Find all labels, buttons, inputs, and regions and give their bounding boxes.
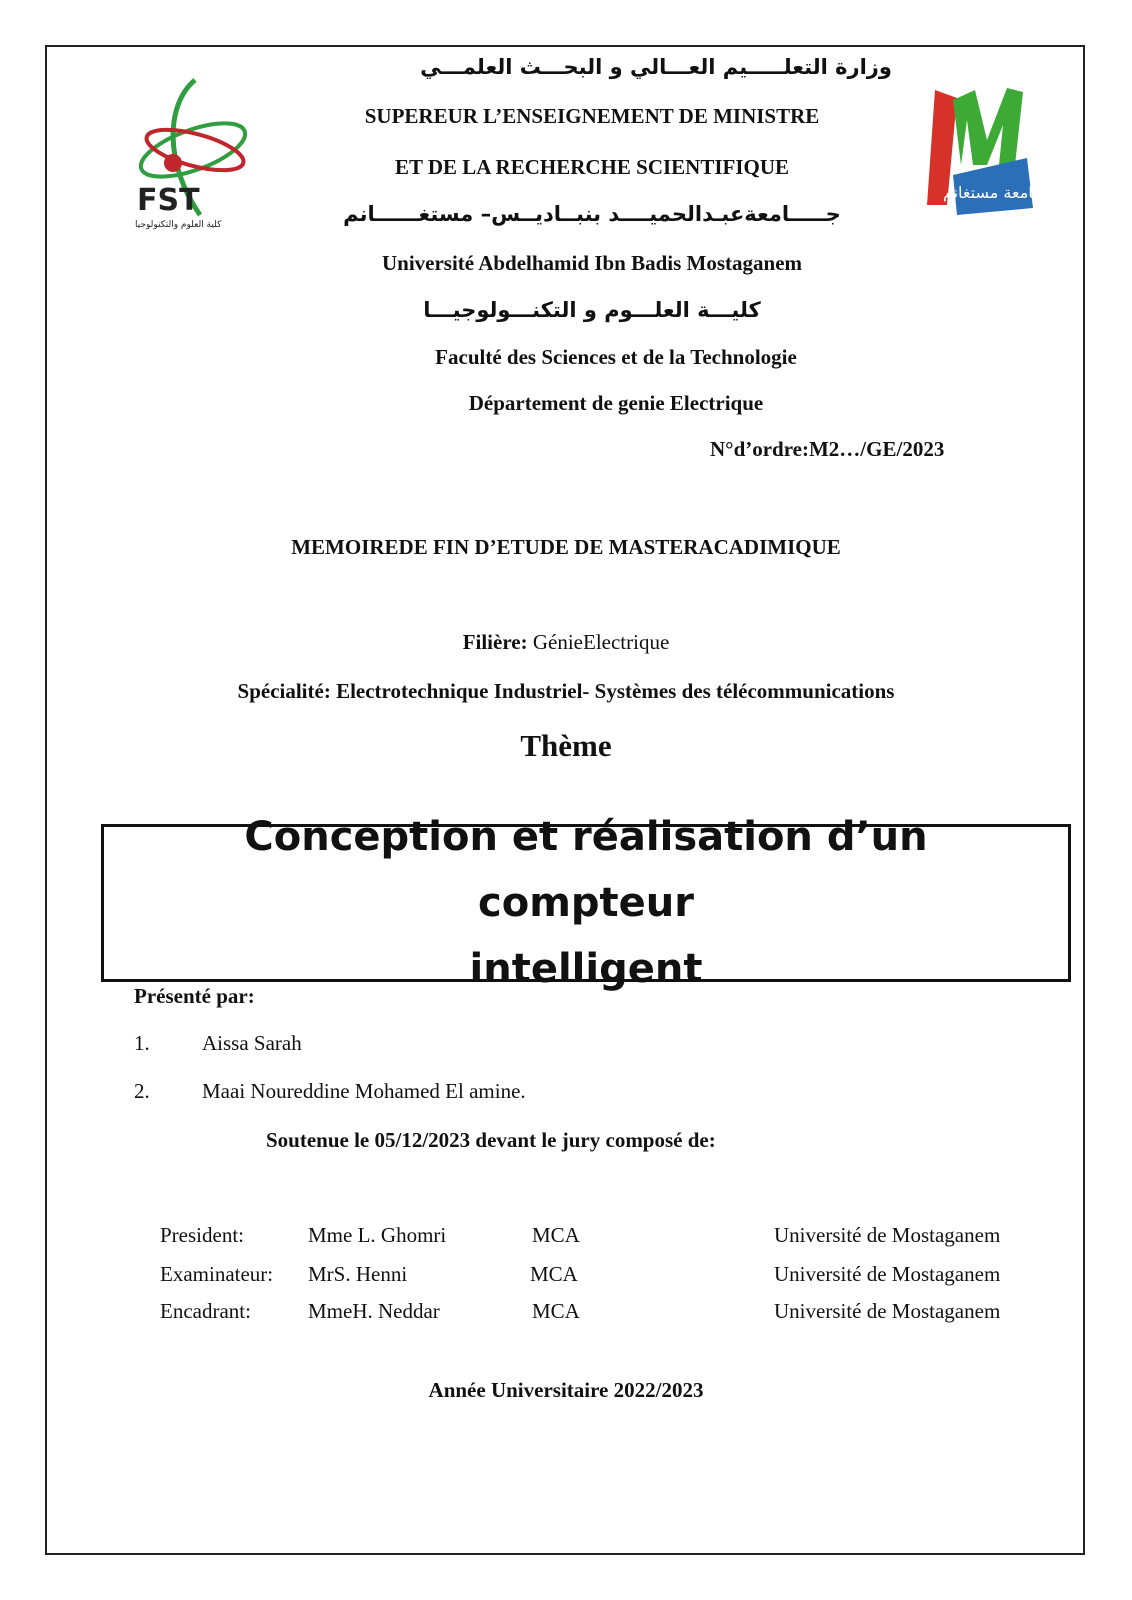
theme-title-line-1: Conception et réalisation d’un compteur bbox=[244, 814, 928, 926]
theme-title-line-2: intelligent bbox=[469, 946, 703, 992]
university-name: Université Abdelhamid Ibn Badis Mostaganem bbox=[381, 251, 803, 275]
ministry-line-1: SUPEREUR L’ENSEIGNEMENT DE MINISTRE bbox=[364, 104, 820, 128]
presenter-name: Maai Noureddine Mohamed El amine. bbox=[202, 1079, 526, 1103]
fst-logo-caption: كلية العلوم والتكنولوجيا bbox=[135, 220, 222, 230]
order-number: N°d’ordre:M2…/GE/2023 bbox=[710, 437, 945, 461]
jury-institution: Université de Mostaganem bbox=[774, 1262, 1001, 1286]
ministry-line-2: ET DE LA RECHERCHE SCIENTIFIQUE bbox=[394, 155, 790, 179]
university-logo bbox=[915, 80, 1045, 220]
presenters-label: Présenté par: bbox=[134, 984, 255, 1008]
specialite: Spécialité: Electrotechnique Industriel- Systèmes des télécommunications bbox=[237, 679, 895, 703]
theme-label: Thème bbox=[520, 728, 612, 763]
defense-statement: Soutenue le 05/12/2023 devant le jury composé de: bbox=[266, 1128, 716, 1152]
university-logo-text: جامعة مستغانم bbox=[942, 183, 1044, 202]
arabic-university: جـــــامعةعبـدالحميــــد بنبــاديــس– مستغــــــانم bbox=[343, 202, 841, 226]
filiere-value: GénieElectrique bbox=[532, 630, 670, 654]
academic-year: Année Universitaire 2022/2023 bbox=[428, 1378, 704, 1402]
presenter-number: 2. bbox=[134, 1079, 150, 1103]
presenter-name: Aissa Sarah bbox=[202, 1031, 302, 1055]
jury-role: Examinateur: bbox=[160, 1262, 274, 1286]
fst-logo-text: FST bbox=[137, 183, 200, 218]
faculty-name: Faculté des Sciences et de la Technologie bbox=[435, 345, 797, 369]
jury-name: Mme L. Ghomri bbox=[308, 1223, 447, 1247]
arabic-ministry: وزارة التعلـــــيم العـــالي و البحـــث العلمـــي bbox=[420, 55, 892, 79]
arabic-faculty: كليـــة العلـــوم و التكنـــولوجيـــا bbox=[423, 298, 761, 322]
filiere-label: Filière: bbox=[462, 630, 528, 654]
jury-grade: MCA bbox=[532, 1223, 580, 1247]
jury-role: President: bbox=[160, 1223, 244, 1247]
jury-name: MmeH. Neddar bbox=[308, 1299, 440, 1323]
jury-grade: MCA bbox=[532, 1299, 580, 1323]
jury-grade: MCA bbox=[530, 1262, 578, 1286]
filiere bbox=[0, 630, 1132, 655]
jury-role: Encadrant: bbox=[160, 1299, 251, 1323]
department-name: Département de genie Electrique bbox=[468, 391, 764, 415]
theme-box bbox=[101, 814, 1071, 992]
jury-institution: Université de Mostaganem bbox=[774, 1299, 1001, 1323]
theme-title bbox=[136, 804, 1036, 1002]
presenter-number: 1. bbox=[134, 1031, 150, 1055]
jury-institution: Université de Mostaganem bbox=[774, 1223, 1001, 1247]
memoire-heading: MEMOIREDE FIN D’ETUDE DE MASTERACADIMIQUE bbox=[291, 535, 841, 559]
jury-name: MrS. Henni bbox=[308, 1262, 408, 1286]
